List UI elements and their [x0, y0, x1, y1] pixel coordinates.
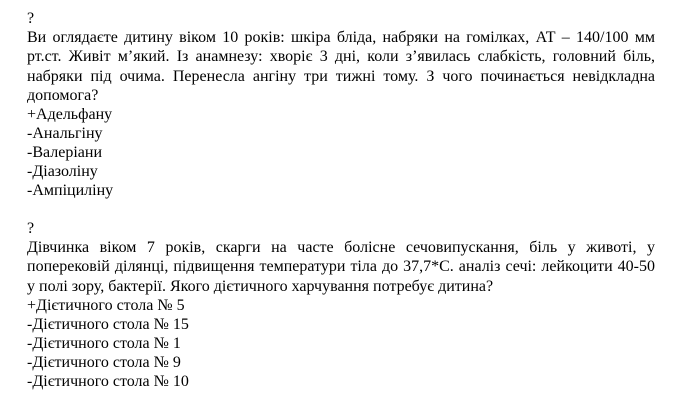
question-marker: ? — [27, 220, 35, 238]
question-text: Дівчинка віком 7 років, скарги на часте болісне сечовипускання, біль у животі, у поперековій ділянці, підвищення температури тіла до 37,7*С. аналіз сечі: лейкоцити 40-50 у полі зору, бактерії. Якого дієтичного харчування потребує дитина? — [27, 239, 655, 295]
answer-option: -Валеріани — [27, 144, 102, 162]
answer-option: -Дієтичного стола № 9 — [27, 354, 181, 372]
blank-line — [27, 200, 655, 219]
answer-option: -Діазоліну — [27, 163, 98, 181]
question-marker: ? — [27, 10, 35, 27]
answer-option-correct: +Адельфану — [27, 106, 113, 124]
answer-option: -Ампіциліну — [27, 182, 114, 200]
question-block-2 — [27, 219, 655, 391]
document-page — [27, 9, 655, 391]
question-text: Ви оглядаєте дитину віком 10 років: шкіра бліда, набряки на гомілках, АТ – 140/100 мм рт.ст. Живіт м’який. Із анамнезу: хворіє 3 дні, коли з’явилась слабкість, головний біль, набряки під очима. Перенесла ангіну три тижні тому. З чого починається невідкладна допомога? — [27, 29, 655, 104]
answer-option-correct: +Дієтичного стола № 5 — [27, 297, 185, 315]
question-block-1 — [27, 9, 655, 200]
answer-option: -Анальгіну — [27, 125, 103, 143]
answer-option: -Дієтичного стола № 10 — [27, 373, 189, 391]
answer-option: -Дієтичного стола № 1 — [27, 335, 181, 353]
answer-option: -Дієтичного стола № 15 — [27, 316, 189, 334]
